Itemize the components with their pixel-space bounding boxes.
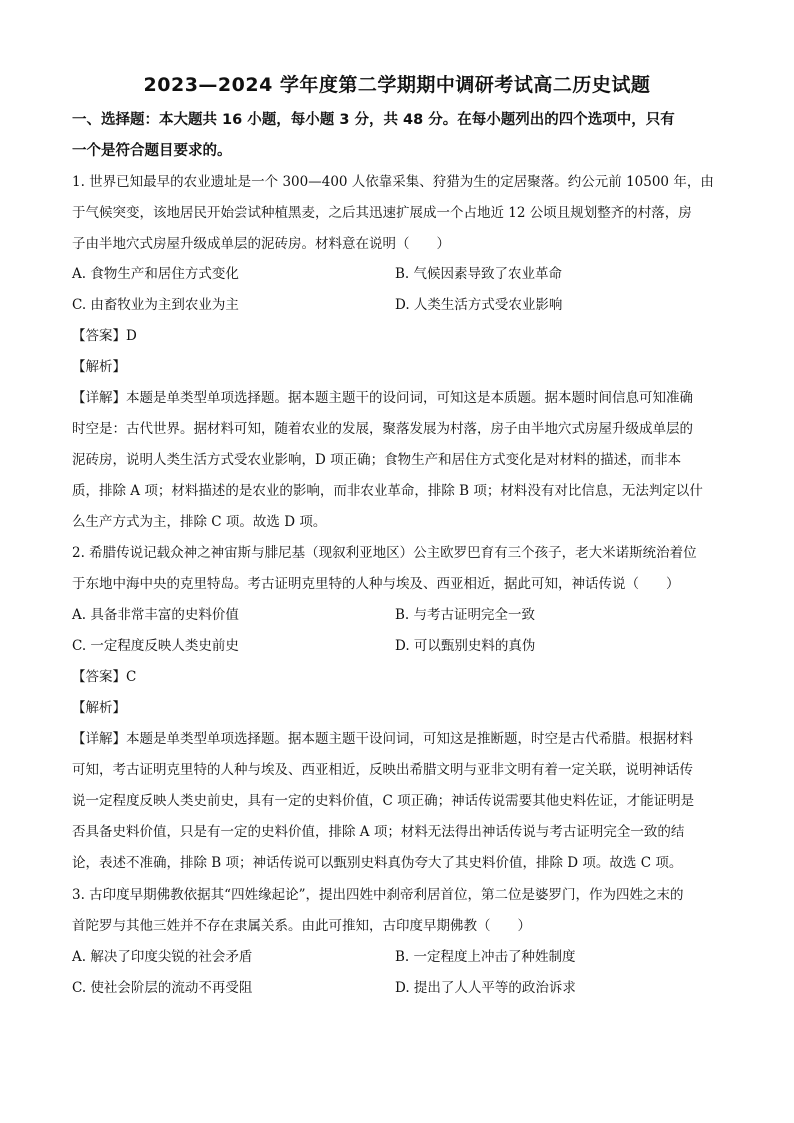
detail-line: 论，表述不准确，排除 B 项；神话传说可以甄别史料真伪夸大了其史料价值，排除 D 项。故选 C 项。 bbox=[72, 855, 683, 871]
detail-line: 时空是：古代世界。据材料可知，随着农业的发展，聚落发展为村落，房子由半地穴式房屋升级成单层的 bbox=[72, 421, 693, 437]
option-c: C. 一定程度反映人类史前史 bbox=[72, 638, 239, 654]
option-row bbox=[72, 259, 722, 290]
analysis-label: 【解析】 bbox=[72, 359, 126, 375]
option-d: D. 提出了人人平等的政治诉求 bbox=[395, 980, 576, 996]
question-2-answer bbox=[72, 662, 722, 879]
option-d: D. 人类生活方式受农业影响 bbox=[395, 297, 563, 313]
option-c: C. 由畜牧业为主到农业为主 bbox=[72, 297, 239, 313]
question-stem-line: 子由半地穴式房屋升级成单层的泥砖房。材料意在说明（ ） bbox=[72, 236, 450, 252]
option-b: B. 气候因素导致了农业革命 bbox=[395, 266, 563, 282]
detail-line: 泥砖房，说明人类生活方式受农业影响，D 项正确；食物生产和居住方式变化是对材料的描述，而非本 bbox=[72, 452, 682, 468]
section-heading-line-2: 一个是符合题目要求的。 bbox=[72, 143, 232, 159]
option-a: A. 具备非常丰富的史料价值 bbox=[72, 607, 239, 623]
detail-line: 说一定程度反映人类史前史，具有一定的史料价值，C 项正确；神话传说需要其他史料佐证，才能证明是 bbox=[72, 793, 695, 809]
detail-line: 【详解】本题是单类型单项选择题。据本题主题干设问词，可知这是推断题，时空是古代希腊。根据材料 bbox=[72, 731, 693, 747]
question-stem-line: 1. 世界已知最早的农业遗址是一个 300—400 人依靠采集、狩猎为生的定居聚落。约公元前 10500 年，由 bbox=[72, 174, 714, 190]
section-heading bbox=[72, 104, 722, 166]
option-b: B. 一定程度上冲击了种姓制度 bbox=[395, 949, 576, 965]
question-3-stem bbox=[72, 880, 722, 942]
option-row bbox=[72, 942, 722, 973]
option-b: B. 与考古证明完全一致 bbox=[395, 607, 536, 623]
question-stem-line: 3. 古印度早期佛教依据其“四姓缘起论”，提出四姓中刹帝利居首位，第二位是婆罗门，作为四姓之末的 bbox=[72, 887, 684, 903]
option-d: D. 可以甄别史料的真伪 bbox=[395, 638, 536, 654]
question-1-options bbox=[72, 259, 722, 321]
question-stem-line: 于气候突变，该地居民开始尝试种植黑麦，之后其迅速扩展成一个占地近 12 公顷且规划整齐的村落，房 bbox=[72, 205, 692, 221]
option-row bbox=[72, 290, 722, 321]
answer-value: D bbox=[126, 328, 137, 344]
section-heading-line-1: 一、选择题：本大题共 16 小题，每小题 3 分，共 48 分。在每小题列出的四个选项中，只有 bbox=[72, 112, 675, 128]
answer-line bbox=[72, 321, 722, 352]
question-2-stem bbox=[72, 538, 722, 600]
question-stem-line: 2. 希腊传说记载众神之神宙斯与腓尼基（现叙利亚地区）公主欧罗巴育有三个孩子，老大米诺斯统治着位 bbox=[72, 545, 697, 561]
answer-label: 【答案】 bbox=[72, 669, 126, 685]
answer-label: 【答案】 bbox=[72, 328, 126, 344]
option-row bbox=[72, 973, 722, 1004]
question-stem-line: 于东地中海中央的克里特岛。考古证明克里特的人种与埃及、西亚相近，据此可知，神话传说（ ） bbox=[72, 576, 680, 592]
option-a: A. 解决了印度尖锐的社会矛盾 bbox=[72, 949, 253, 965]
answer-value: C bbox=[126, 669, 137, 685]
question-stem-line: 首陀罗与其他三姓并不存在隶属关系。由此可推知，古印度早期佛教（ ） bbox=[72, 918, 531, 934]
detail-line: 质，排除 A 项；材料描述的是农业的影响，而非农业革命，排除 B 项；材料没有对比信息，无法判定以什 bbox=[72, 483, 703, 499]
question-2-options bbox=[72, 600, 722, 662]
option-a: A. 食物生产和居住方式变化 bbox=[72, 266, 239, 282]
detail-line: 么生产方式为主，排除 C 项。故选 D 项。 bbox=[72, 514, 327, 530]
question-1-answer bbox=[72, 321, 722, 538]
option-row bbox=[72, 600, 722, 631]
question-3-options bbox=[72, 942, 722, 1004]
detail-line: 可知，考古证明克里特的人种与埃及、西亚相近，反映出希腊文明与亚非文明有着一定关联，说明神话传 bbox=[72, 762, 693, 778]
question-1-stem bbox=[72, 167, 722, 260]
analysis-label: 【解析】 bbox=[72, 700, 126, 716]
detail-line: 否具备史料价值，只是有一定的史料价值，排除 A 项；材料无法得出神话传说与考古证明完全一致的结 bbox=[72, 824, 685, 840]
detail-line: 【详解】本题是单类型单项选择题。据本题主题干的设问词，可知这是本质题。据本题时间信息可知准确 bbox=[72, 390, 693, 406]
page-title bbox=[0, 70, 794, 97]
option-row bbox=[72, 631, 722, 662]
answer-line bbox=[72, 662, 722, 693]
option-c: C. 使社会阶层的流动不再受阻 bbox=[72, 980, 253, 996]
page-title-text: 2023—2024 学年度第二学期期中调研考试高二历史试题 bbox=[143, 74, 651, 96]
